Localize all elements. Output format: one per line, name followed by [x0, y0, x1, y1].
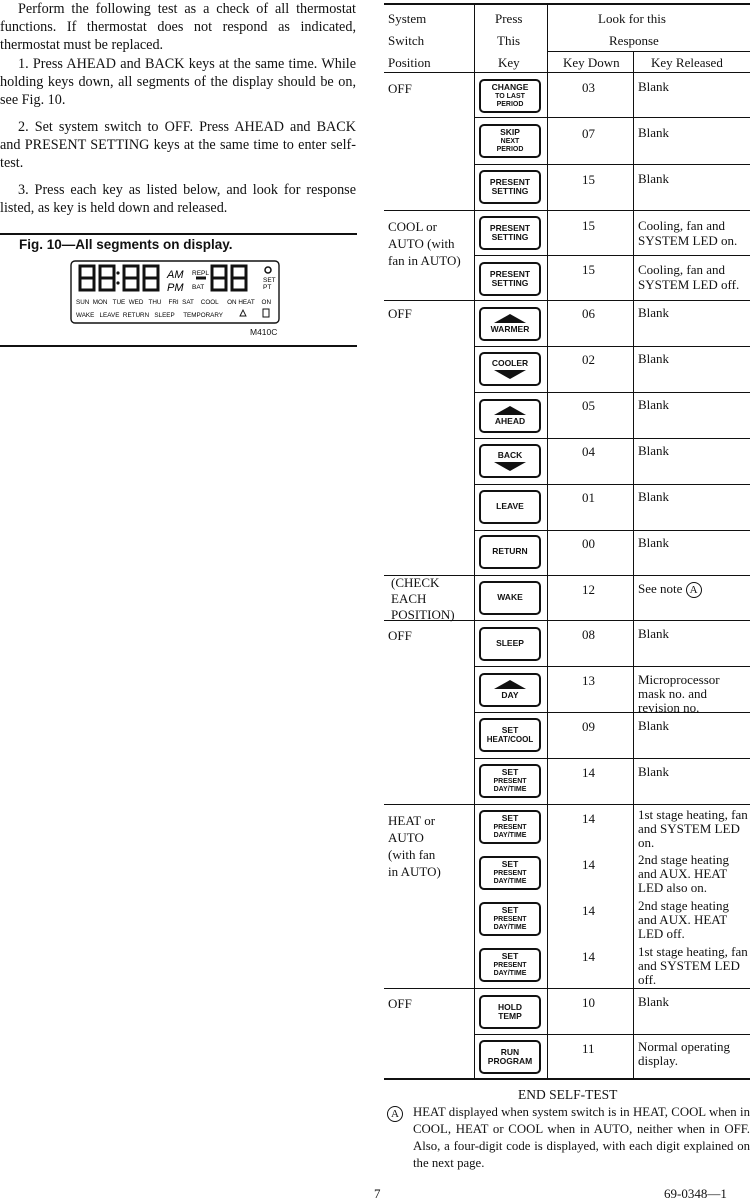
change-to-last-period-key: CHANGE TO LAST PERIOD [479, 79, 541, 113]
figure-bottom-rule [0, 345, 357, 347]
lcd-repl: REPL [192, 270, 209, 277]
key-released-response: Blank [638, 79, 670, 94]
key-down-code: 09 [582, 719, 595, 734]
cooler-key: COOLER [479, 352, 541, 386]
key-released-response: Blank [638, 125, 670, 140]
key-down-code: 03 [582, 80, 595, 95]
back-key: BACK [479, 444, 541, 478]
key-released-response: Blank [638, 351, 670, 366]
header-key-down: Key Down [563, 55, 620, 70]
table-col-divider-3 [633, 51, 634, 1079]
key-down-code: 08 [582, 627, 595, 642]
key-released-response: Blank [638, 171, 670, 186]
set-heat-cool-key: SET HEAT/COOL [479, 718, 541, 752]
key-released-response-note: See note A [638, 582, 750, 598]
system-position-check-each: (CHECK EACH POSITION) [391, 575, 455, 622]
figure-code: M410C [250, 327, 278, 337]
set-present-day-time-key: SET PRESENT DAY/TIME [479, 902, 541, 936]
row-rule [474, 438, 750, 439]
up-arrow-icon [494, 406, 526, 415]
key-down-code: 07 [582, 126, 595, 141]
key-down-code: 14 [582, 811, 595, 826]
ahead-key: AHEAD [479, 399, 541, 433]
group-rule [384, 300, 750, 301]
sleep-key: SLEEP [479, 627, 541, 661]
set-present-day-time-key: SET PRESENT DAY/TIME [479, 856, 541, 890]
row-rule [474, 1034, 750, 1035]
key-down-code: 15 [582, 262, 595, 277]
lcd-all-segments-illustration [70, 260, 280, 324]
key-down-code: 00 [582, 536, 595, 551]
note-a-marker: A [686, 582, 702, 598]
row-rule [474, 758, 750, 759]
header-key-released: Key Released [651, 55, 723, 70]
key-down-code: 14 [582, 949, 595, 964]
present-setting-key: PRESENT SETTING [479, 216, 541, 250]
run-program-key: RUN PROGRAM [479, 1040, 541, 1074]
key-down-code: 15 [582, 218, 595, 233]
row-rule [474, 530, 750, 531]
key-released-response: 2nd stage heating and AUX. HEAT LED also on. [638, 852, 729, 895]
key-down-code: 10 [582, 995, 595, 1010]
system-position-off: OFF [388, 306, 412, 321]
key-down-code: 06 [582, 306, 595, 321]
key-down-code: 02 [582, 352, 595, 367]
up-arrow-icon [494, 680, 526, 689]
step-2: 2. Set system switch to OFF. Press AHEAD and BACK and PRESENT SETTING keys at the same time to enter self-test. [0, 119, 356, 171]
wake-key: WAKE [479, 581, 541, 615]
set-present-day-time-key: SET PRESENT DAY/TIME [479, 764, 541, 798]
warmer-key: WARMER [479, 307, 541, 341]
down-arrow-icon [494, 370, 526, 379]
lcd-periods-row: WAKE LEAVE RETURN SLEEP TEMPORARY [76, 312, 223, 319]
key-released-response: Blank [638, 626, 670, 641]
header-sub-rule [547, 51, 750, 52]
leave-key: LEAVE [479, 490, 541, 524]
up-arrow-icon [494, 314, 526, 323]
header-key: Key [498, 55, 520, 70]
present-setting-key: PRESENT SETTING [479, 262, 541, 296]
lcd-pm: PM [167, 282, 184, 294]
row-rule [474, 666, 750, 667]
system-position-cool-auto: COOL or AUTO (with fan in AUTO) [388, 219, 461, 268]
set-present-day-time-key: SET PRESENT DAY/TIME [479, 810, 541, 844]
header-look-for-this: Look for this [598, 11, 666, 26]
document-number: 69-0348—1 [664, 1186, 727, 1201]
header-switch: Switch [388, 33, 425, 48]
system-position-heat-auto: HEAT or AUTO (with fan in AUTO) [388, 813, 441, 879]
header-press: Press [495, 11, 523, 26]
down-arrow-icon [494, 462, 526, 471]
key-released-response: Blank [638, 489, 670, 504]
table-bottom-rule [384, 1078, 750, 1080]
key-down-code: 14 [582, 765, 595, 780]
key-released-response: Cooling, fan and SYSTEM LED on. [638, 218, 738, 248]
row-rule [474, 255, 750, 256]
skip-next-period-key: SKIP NEXT PERIOD [479, 124, 541, 158]
step-1: 1. Press AHEAD and BACK keys at the same time. While holding keys down, all segments of the display should be on, see Fig. 10. [0, 56, 356, 108]
lcd-days-row: SUN MON TUE WED THU FRI SAT COOL ON HEAT ON [76, 299, 271, 306]
key-released-response: Microprocessor mask no. and revision no. [638, 672, 720, 715]
group-rule [384, 988, 750, 989]
key-released-response: Blank [638, 994, 670, 1009]
row-rule [474, 164, 750, 165]
header-position: Position [388, 55, 431, 70]
hold-temp-key: HOLD TEMP [479, 995, 541, 1029]
key-released-response: Blank [638, 718, 670, 733]
lcd-set: SET [263, 277, 276, 284]
intro-paragraph: Perform the following test as a check of all thermostat functions. If thermostat does not respond as indicated, thermostat must be replaced. [0, 1, 356, 53]
return-key: RETURN [479, 535, 541, 569]
header-system: System [388, 11, 427, 26]
key-released-response: Blank [638, 535, 670, 550]
row-rule [474, 346, 750, 347]
system-position-off: OFF [388, 996, 412, 1011]
key-released-response: 1st stage heating, fan and SYSTEM LED off. [638, 944, 748, 987]
header-this: This [497, 33, 521, 48]
key-released-response: 2nd stage heating and AUX. HEAT LED off. [638, 898, 729, 941]
key-down-code: 11 [582, 1041, 595, 1056]
system-position-off: OFF [388, 81, 412, 96]
table-top-rule [384, 3, 750, 5]
figure-top-rule [0, 233, 357, 235]
day-key: DAY [479, 673, 541, 707]
lcd-pt: PT [263, 284, 272, 291]
end-self-test-label: END SELF-TEST [518, 1087, 618, 1102]
key-down-code: 01 [582, 490, 595, 505]
key-released-response: Blank [638, 443, 670, 458]
row-rule [474, 484, 750, 485]
page-number: 7 [374, 1186, 381, 1201]
key-released-response: Cooling, fan and SYSTEM LED off. [638, 262, 740, 292]
key-released-response: Blank [638, 305, 670, 320]
lcd-bat: BAT [192, 284, 205, 291]
row-rule [474, 117, 750, 118]
system-position-off: OFF [388, 628, 412, 643]
note-a-label: A [387, 1104, 403, 1122]
header-response: Response [609, 33, 659, 48]
key-down-code: 13 [582, 673, 595, 688]
figure-title: Fig. 10—All segments on display. [19, 237, 233, 252]
key-down-code: 14 [582, 903, 595, 918]
header-bottom-rule [384, 72, 750, 73]
step-3: 3. Press each key as listed below, and look for response listed, as key is held down and released. [0, 182, 356, 216]
key-down-code: 05 [582, 398, 595, 413]
key-released-response: Blank [638, 764, 670, 779]
key-released-response: Blank [638, 397, 670, 412]
key-released-response: Normal operating display. [638, 1039, 731, 1068]
group-rule [384, 804, 750, 805]
note-a-text: HEAT displayed when system switch is in HEAT, COOL when in COOL, HEAT or COOL when in AUTO, neither when in OFF. Also, a four-digit code is displayed, with each digit explained on the next page. [413, 1105, 750, 1170]
set-present-day-time-key: SET PRESENT DAY/TIME [479, 948, 541, 982]
present-setting-key: PRESENT SETTING [479, 170, 541, 204]
key-down-code: 12 [582, 582, 595, 597]
lcd-am: AM [167, 269, 184, 281]
group-rule [384, 210, 750, 211]
row-rule [474, 392, 750, 393]
key-released-response: 1st stage heating, fan and SYSTEM LED on. [638, 807, 748, 850]
key-down-code: 04 [582, 444, 595, 459]
key-down-code: 15 [582, 172, 595, 187]
key-down-code: 14 [582, 857, 595, 872]
